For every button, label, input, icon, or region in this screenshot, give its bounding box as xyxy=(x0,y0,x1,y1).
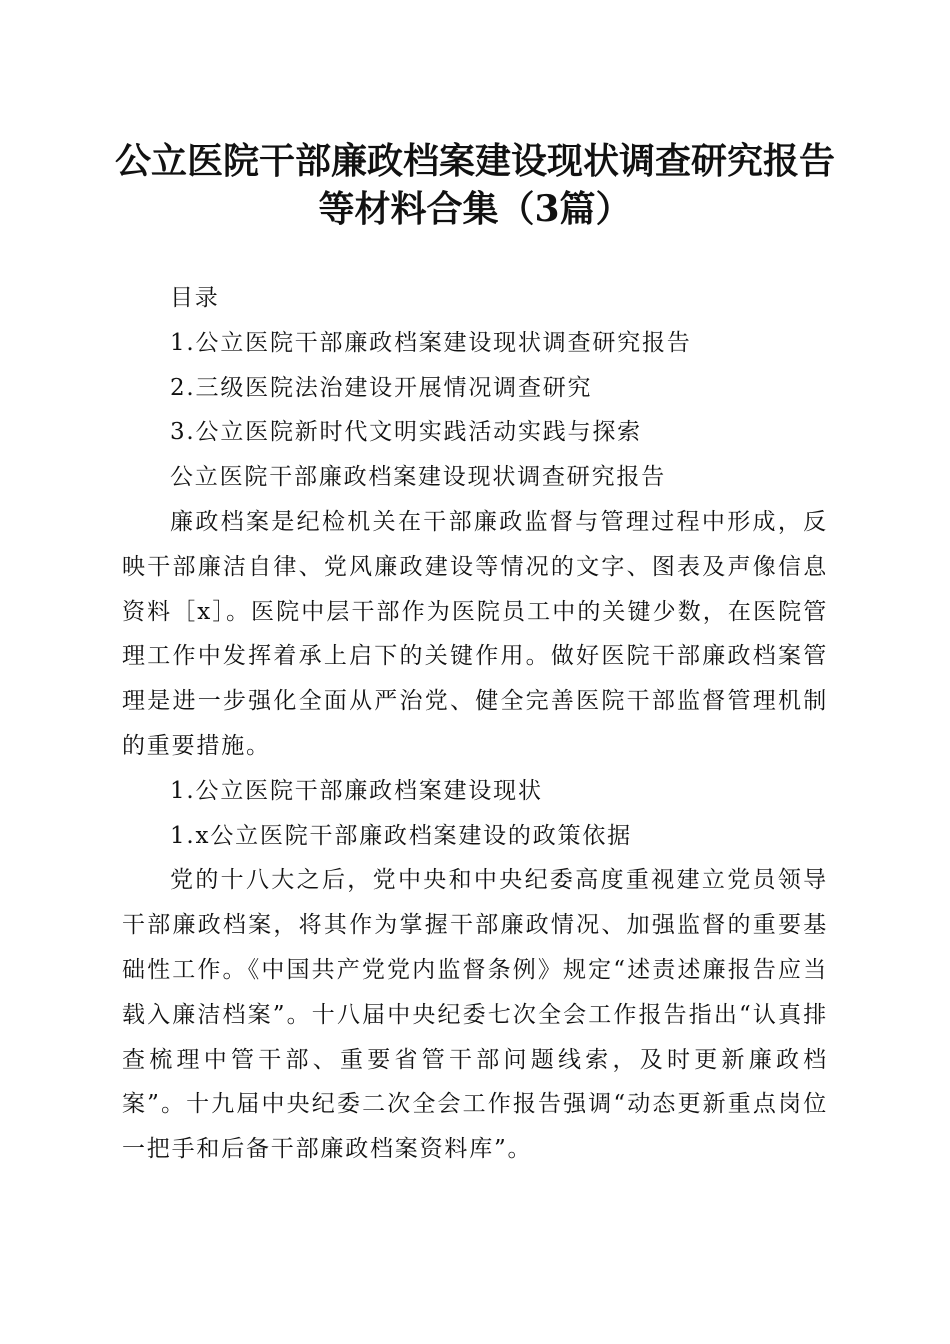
document-title-line-1: 公立医院干部廉政档案建设现状调查研究报告 xyxy=(114,140,835,182)
subsection-heading: 1.x公立医院干部廉政档案建设的政策依据 xyxy=(170,822,632,849)
toc-item-1: 1.公立医院干部廉政档案建设现状调查研究报告 xyxy=(170,329,692,356)
document-title-line-2: 等材料合集（3篇） xyxy=(318,188,632,230)
intro-paragraph: 廉政档案是纪检机关在干部廉政监督与管理过程中形成，反映干部廉洁自律、党风廉政建设等情况的文字、图表及声像信息资料［x］。医院中层干部作为医院员工中的关键少数，在医院管理工作中发挥着承上启下的关键作用。做好医院干部廉政档案管理是进一步强化全面从严治党、健全完善医院干部监督管理机制的重要措施。 xyxy=(122,508,828,759)
section-heading: 1.公立医院干部廉政档案建设现状 xyxy=(170,777,543,804)
article-title: 公立医院干部廉政档案建设现状调查研究报告 xyxy=(170,464,666,491)
toc-item-2: 2.三级医院法治建设开展情况调查研究 xyxy=(170,374,593,401)
toc-item-3: 3.公立医院新时代文明实践活动实践与探索 xyxy=(170,419,642,446)
toc-label: 目录 xyxy=(170,285,220,311)
document-body xyxy=(122,276,828,1172)
policy-paragraph: 党的十八大之后，党中央和中央纪委高度重视建立党员领导干部廉政档案，将其作为掌握干部廉政情况、加强监督的重要基础性工作。《中国共产党党内监督条例》规定“述责述廉报告应当载入廉洁档案”。十八届中央纪委七次全会工作报告指出“认真排查梳理中管干部、重要省管干部问题线索，及时更新廉政档案”。十九届中央纪委二次全会工作报告强调“动态更新重点岗位一把手和后备干部廉政档案资料库”。 xyxy=(122,867,828,1163)
